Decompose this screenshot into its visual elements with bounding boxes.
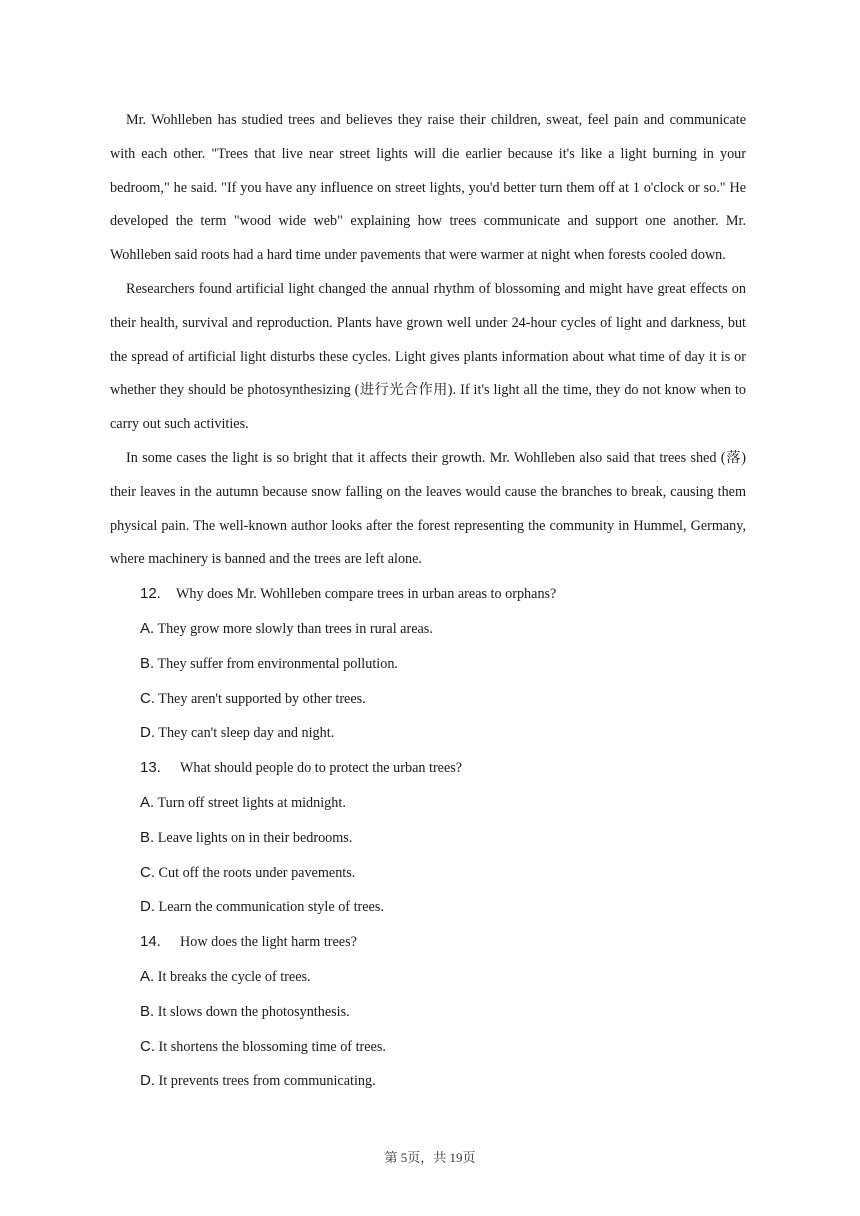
option-letter: B. bbox=[140, 828, 155, 846]
question-14 bbox=[140, 925, 746, 1099]
option-text: They can't sleep day and night. bbox=[158, 725, 335, 742]
question-text: How does the light harm trees? bbox=[180, 934, 357, 951]
passage-paragraph-1: Mr. Wohlleben has studied trees and believes they raise their children, sweat, feel pain and communicate with each other. "Trees that live near street lights will die earlier because it's like a light burning in your bedroom," he said. "If you have any influence on street lights, you'd better turn them off at 1 o'clock or so." He developed the term "wood wide web" explaining how trees communicate and support one another. Mr. Wohlleben said roots had a hard time under pavements that were warmer at night when forests cooled down. bbox=[110, 112, 746, 264]
option-a[interactable] bbox=[140, 786, 746, 821]
option-c[interactable] bbox=[140, 682, 746, 717]
option-letter: B. bbox=[140, 654, 155, 672]
option-d[interactable] bbox=[140, 890, 746, 925]
option-c[interactable] bbox=[140, 856, 746, 891]
question-12 bbox=[140, 577, 746, 751]
option-letter: C. bbox=[140, 689, 155, 707]
option-text: It breaks the cycle of trees. bbox=[157, 968, 311, 985]
option-text: It shortens the blossoming time of trees. bbox=[158, 1038, 386, 1055]
option-b[interactable] bbox=[140, 647, 746, 682]
option-text: Leave lights on in their bedrooms. bbox=[157, 829, 353, 846]
option-letter: D. bbox=[140, 724, 155, 742]
option-text: They grow more slowly than trees in rural areas. bbox=[157, 620, 433, 637]
option-letter: C. bbox=[140, 1037, 155, 1055]
option-c[interactable] bbox=[140, 1030, 746, 1065]
question-number: 12. bbox=[140, 585, 161, 603]
question-stem bbox=[140, 577, 746, 612]
question-text: What should people do to protect the urban trees? bbox=[180, 760, 463, 777]
question-text: Why does Mr. Wohlleben compare trees in urban areas to orphans? bbox=[176, 586, 557, 603]
option-d[interactable] bbox=[140, 1064, 746, 1099]
option-text: Cut off the roots under pavements. bbox=[158, 864, 356, 881]
question-number: 13. bbox=[140, 759, 161, 777]
question-number: 14. bbox=[140, 933, 161, 951]
option-text: Turn off street lights at midnight. bbox=[157, 794, 346, 811]
option-letter: D. bbox=[140, 1072, 155, 1090]
passage-paragraph-3: In some cases the light is so bright that it affects their growth. Mr. Wohlleben also said that trees shed (落) their leaves in the autumn because snow falling on the leaves would cause the branches to break, causing them physical pain. The well-known author looks after the forest representing the community in Hummel, Germany, where machinery is banned and the trees are left alone. bbox=[110, 449, 746, 568]
option-a[interactable] bbox=[140, 960, 746, 995]
option-b[interactable] bbox=[140, 995, 746, 1030]
option-letter: B. bbox=[140, 1002, 155, 1020]
document-page bbox=[110, 104, 746, 1099]
question-13 bbox=[140, 751, 746, 925]
option-letter: A. bbox=[140, 793, 155, 811]
option-text: They aren't supported by other trees. bbox=[158, 690, 366, 707]
question-stem bbox=[140, 751, 746, 786]
page-footer: 第 5页，共 19页 bbox=[384, 1150, 476, 1165]
option-text: It slows down the photosynthesis. bbox=[157, 1003, 350, 1020]
option-text: They suffer from environmental pollution. bbox=[157, 655, 398, 672]
option-b[interactable] bbox=[140, 821, 746, 856]
passage-paragraph-2: Researchers found artificial light changed the annual rhythm of blossoming and might have great effects on their health, survival and reproduction. Plants have grown well under 24-hour cycles of light and darkness, but the spread of artificial light disturbs these cycles. Light gives plants information about what time of day it is or whether they should be photosynthesizing (进行光合作用). If it's light all the time, they do not know when to carry out such activities. bbox=[110, 280, 746, 433]
option-letter: C. bbox=[140, 863, 155, 881]
option-a[interactable] bbox=[140, 612, 746, 647]
option-letter: A. bbox=[140, 967, 155, 985]
option-text: Learn the communication style of trees. bbox=[158, 899, 384, 916]
option-letter: A. bbox=[140, 619, 155, 637]
option-letter: D. bbox=[140, 898, 155, 916]
option-text: It prevents trees from communicating. bbox=[158, 1073, 376, 1090]
question-stem bbox=[140, 925, 746, 960]
option-d[interactable] bbox=[140, 716, 746, 751]
